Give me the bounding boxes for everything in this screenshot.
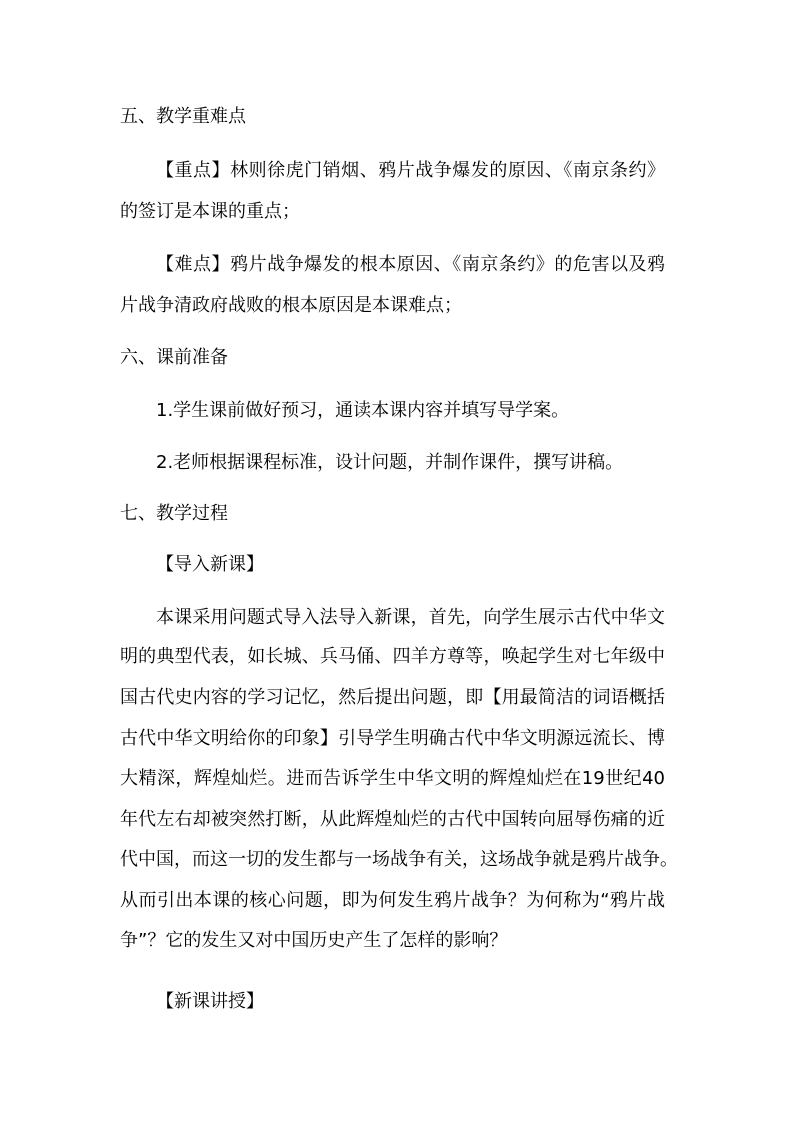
paragraph-line: 【重点】林则徐虎门销烟、鸦片战争爆发的原因、《南京条约》 — [156, 160, 665, 181]
preparation-item-2: 2.老师根据课程标准，设计问题，并制作课件，撰写讲稿。 — [156, 452, 624, 473]
preparation-item-1: 1.学生课前做好预习，通读本课内容并填写导学案。 — [156, 400, 570, 421]
paragraph-line: 古代中华文明给你的印象】引导学生明确古代中华文明源远流长、博 — [120, 728, 665, 749]
section-heading-preparation: 六、课前准备 — [120, 347, 228, 368]
paragraph-line: 大精深，辉煌灿烂。进而告诉学生中华文明的辉煌灿烂在19世纪40 — [120, 768, 665, 789]
section-heading-teaching-focus: 五、教学重难点 — [120, 106, 246, 127]
paragraph-line: 代中国，而这一切的发生都与一场战争有关，这场战争就是鸦片战争。 — [120, 849, 678, 870]
paragraph-line: 从而引出本课的核心问题，即为何发生鸦片战争？为何称为“鸦片战 — [120, 890, 665, 911]
paragraph-line: 年代左右却被突然打断，从此辉煌灿烂的古代中国转向屈辱伤痛的近 — [120, 809, 665, 830]
section-heading-teaching-process: 七、教学过程 — [120, 503, 228, 524]
intro-subheading: 【导入新课】 — [156, 554, 264, 575]
paragraph-line: 【难点】鸦片战争爆发的根本原因、《南京条约》的危害以及鸦 — [156, 254, 665, 275]
paragraph-line: 本课采用问题式导入法导入新课，首先，向学生展示古代中华文 — [156, 607, 665, 628]
paragraph-line: 明的典型代表，如长城、兵马俑、四羊方尊等，唤起学生对七年级中 — [120, 646, 665, 667]
new-lesson-subheading: 【新课讲授】 — [156, 991, 264, 1012]
paragraph-line: 国古代史内容的学习记忆，然后提出问题，即【用最简洁的词语概括 — [120, 687, 665, 708]
paragraph-line: 争”？它的发生又对中国历史产生了怎样的影响？ — [120, 930, 508, 951]
paragraph-line: 的签订是本课的重点； — [120, 201, 300, 222]
paragraph-line: 片战争清政府战败的根本原因是本课难点； — [120, 295, 462, 316]
